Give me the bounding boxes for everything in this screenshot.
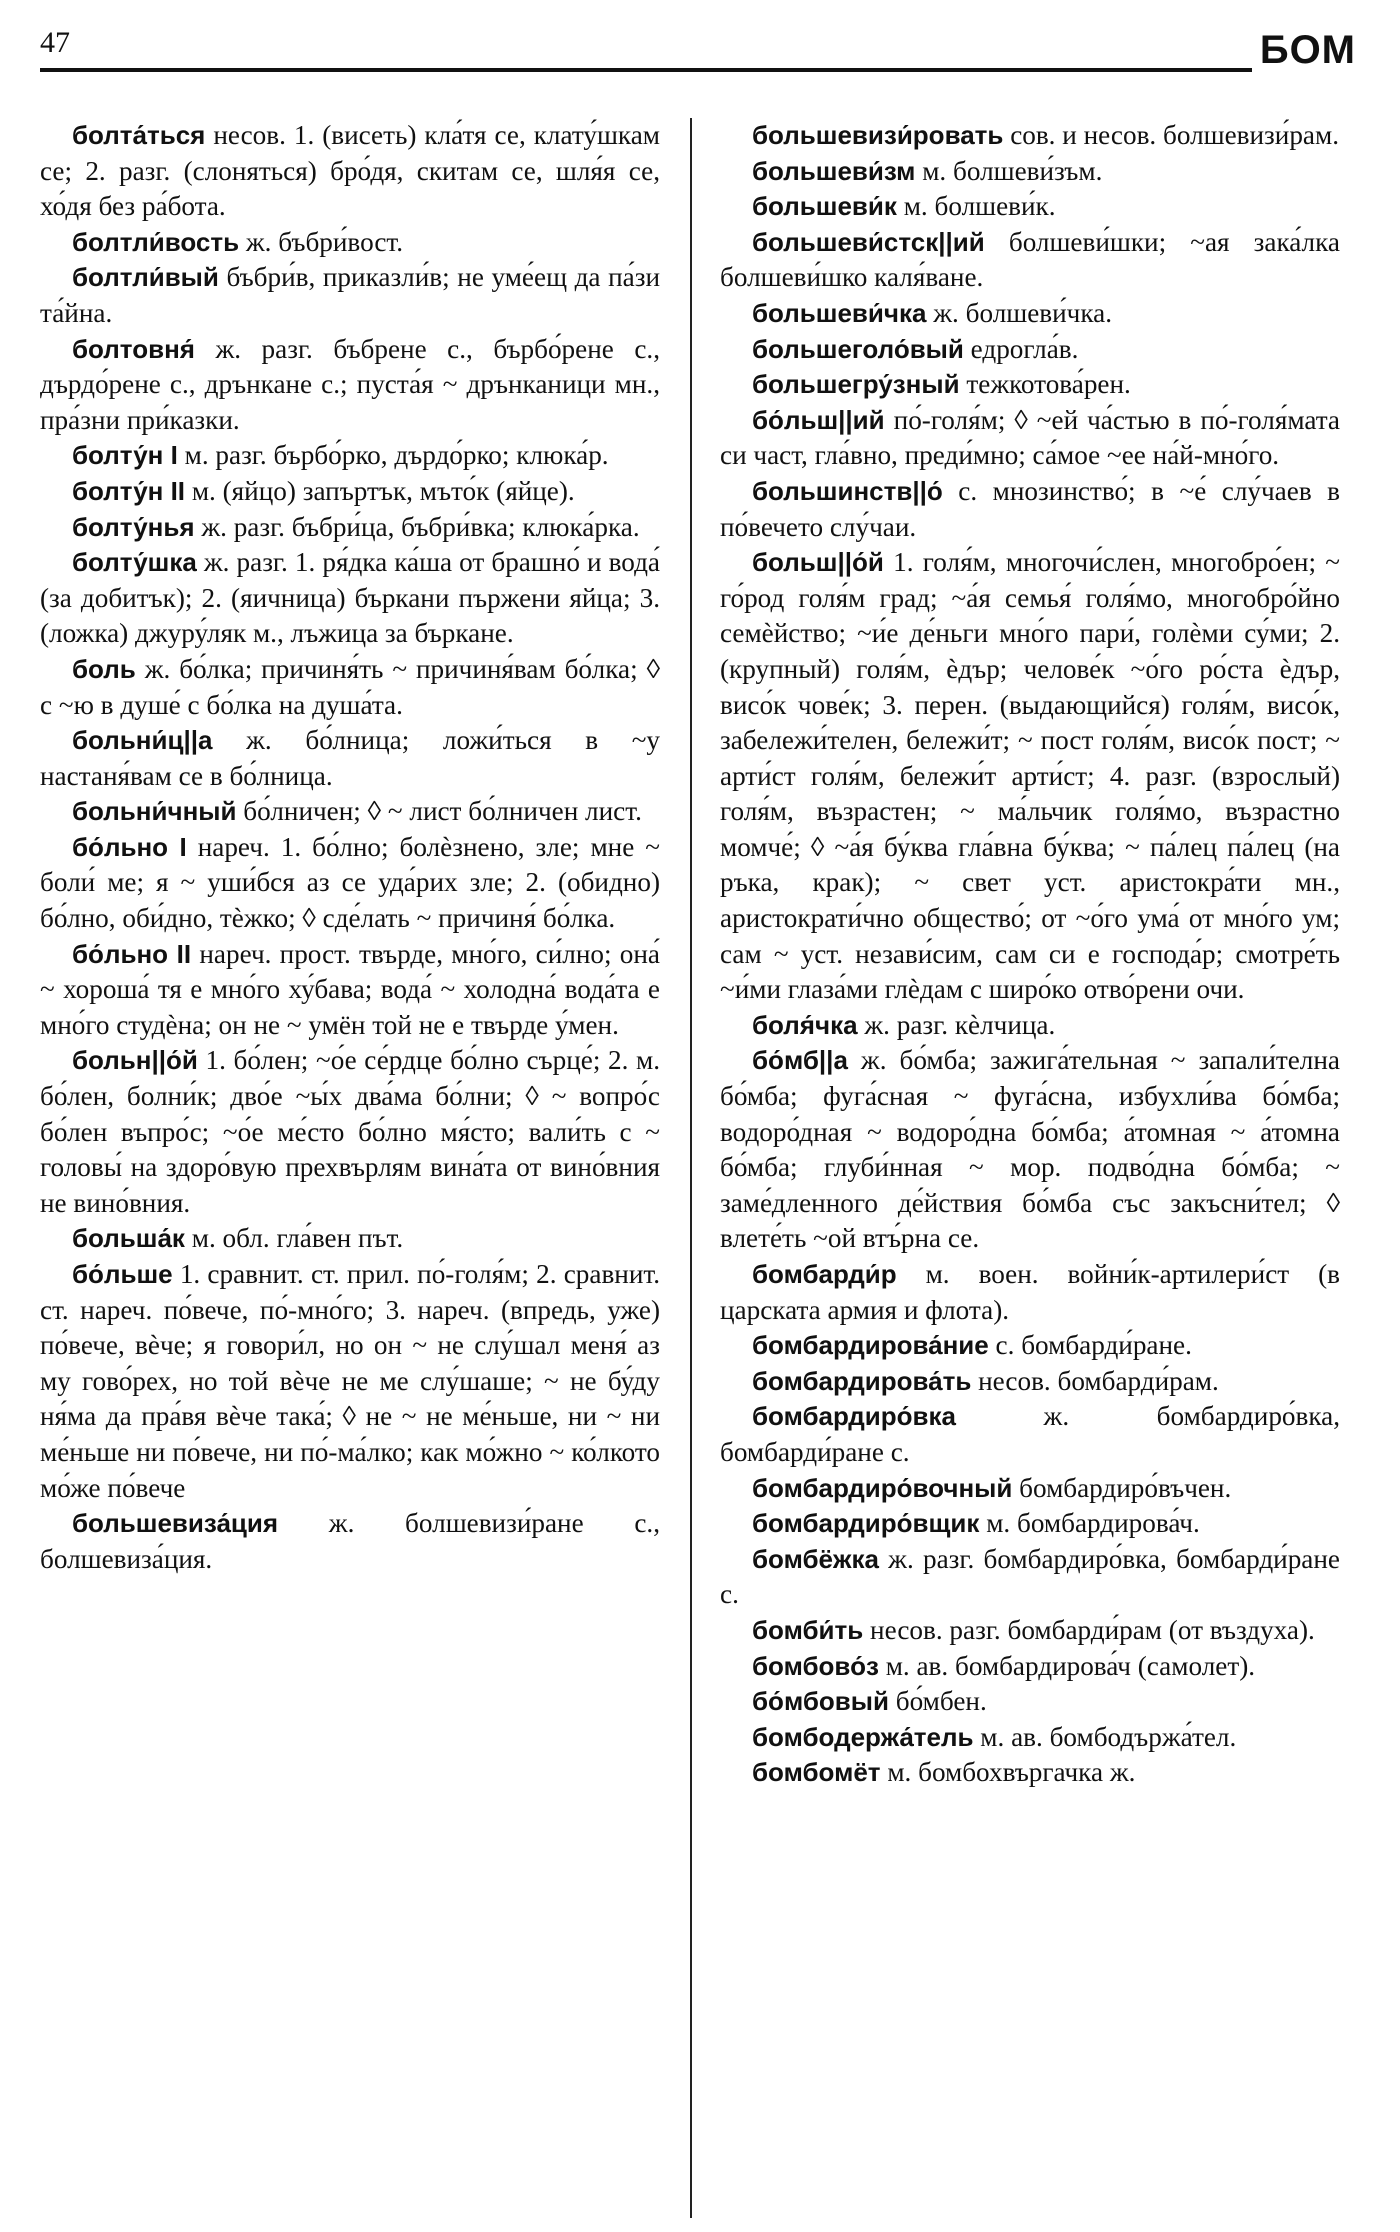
entry-headword: большинств||о́ <box>752 475 943 506</box>
dictionary-entry <box>720 1471 1340 1507</box>
entry-headword: бомбардиро́вка <box>752 1401 956 1432</box>
entry-headword: болтовня́ <box>72 333 195 364</box>
dictionary-entry <box>40 332 660 439</box>
dictionary-entry <box>40 118 660 225</box>
entry-headword: большеви́зм <box>752 155 916 186</box>
entry-definition: м. бомбардирова́ч. <box>986 1508 1200 1539</box>
entry-definition: бо́мбен. <box>895 1686 987 1717</box>
page-number: 47 <box>40 26 70 59</box>
entry-headword: больш||о́й <box>752 547 884 578</box>
entry-definition: бъбри́в, приказли́в; не уме́ещ да па́зи та́йна. <box>40 262 660 328</box>
entry-definition: едрогла́в. <box>970 333 1079 364</box>
entry-headword: бо́льш||ий <box>752 404 885 435</box>
dictionary-entry <box>40 1257 660 1506</box>
entry-headword: больша́к <box>72 1223 185 1254</box>
entry-headword: бомбомёт <box>752 1757 881 1788</box>
dictionary-entry <box>40 1221 660 1257</box>
entry-definition: бо́лничен; ◊ ~ лист бо́лничен лист. <box>243 796 642 827</box>
entry-headword: болту́н I <box>72 440 178 471</box>
dictionary-entry <box>720 1506 1340 1542</box>
dictionary-entry <box>720 1684 1340 1720</box>
entry-definition: бомбардиро́въчен. <box>1019 1472 1232 1503</box>
entry-headword: болту́н II <box>72 475 186 506</box>
dictionary-entry <box>720 1613 1340 1649</box>
entry-headword: болту́шка <box>72 547 197 578</box>
entry-headword: бомбардиро́вщик <box>752 1508 980 1539</box>
entry-definition: 1. сравнит. ст. прил. по́-голя́м; 2. сравнит. ст. нареч. по́вече, по́-мно́го; 3. нареч. (впредь, уже) по́вече, вѐче; я говори́л, но он ~ не слу́шал меня́ аз му гово́рех, но той вѐче не ме слу́шаше; ~ не бу́ду ня́ма да пра́вя вѐче така́; ◊ не ~ не ме́ньше, ни ~ ни ме́ньше ни по́вече, ни по́-ма́лко; как мо́жно ~ ко́лкото мо́же по́вече <box>40 1259 660 1503</box>
dictionary-entry <box>40 794 660 830</box>
dictionary-entry <box>40 1506 660 1577</box>
dictionary-entry <box>720 403 1340 474</box>
dictionary-entry <box>720 545 1340 1008</box>
dictionary-entry <box>40 225 660 261</box>
entry-headword: бомбово́з <box>752 1650 879 1681</box>
dictionary-entry <box>720 154 1340 190</box>
entry-headword: бомбардиро́вочный <box>752 1472 1013 1503</box>
entry-definition: с. бомбарди́ране. <box>995 1330 1192 1361</box>
entry-definition: ж. разг. бъбри́ца, бъбри́вка; клюка́рка. <box>201 511 640 542</box>
dictionary-entry <box>40 830 660 937</box>
entry-definition: ж. разг. 1. ря́дка ка́ша от брашно́ и вода́ (за добитък); 2. (яичница) бъркани пържени яйца; 3. (ложка) джуру́ляк м., лъжица за бъркане. <box>40 547 660 649</box>
entry-definition: болшеви́шки; ~ая зака́лка болшеви́шко каля́ване. <box>720 226 1340 293</box>
dictionary-entry <box>720 367 1340 403</box>
running-head <box>40 26 1356 76</box>
dictionary-entry <box>720 189 1340 225</box>
entry-definition: ж. болшеви́чка. <box>933 297 1113 328</box>
entry-definition: несов. 1. (висеть) кла́тя се, клату́шкам се; 2. разг. (слоняться) бро́дя, скитам се, шля́я се, хо́дя без ра́бота. <box>40 120 660 222</box>
entry-headword: бомбёжка <box>752 1543 879 1574</box>
dictionary-entry <box>40 652 660 723</box>
entry-headword: больни́ц||а <box>72 725 213 756</box>
entry-headword: болтли́вость <box>72 226 240 257</box>
entry-headword: бо́мбовый <box>752 1686 889 1717</box>
entry-headword: боль <box>72 653 136 684</box>
dictionary-entry <box>720 1257 1340 1328</box>
dictionary-entry <box>720 118 1340 154</box>
entry-headword: бо́льно I <box>72 831 187 862</box>
entry-definition: м. ав. бомбардирова́ч (самолет). <box>885 1650 1256 1681</box>
dictionary-entry <box>720 1720 1340 1756</box>
dictionary-entry <box>40 260 660 331</box>
entry-definition: ж. разг. кѐлчица. <box>864 1009 1056 1040</box>
entry-headword: бомбодержа́тель <box>752 1721 974 1752</box>
entry-definition: с. мнозинство́; в ~е́ слу́чаев в по́вечето слу́чаи. <box>720 475 1340 542</box>
entry-headword: больн||о́й <box>72 1045 198 1076</box>
entry-definition: по́-голя́м; ◊ ~ей ча́стью в по́-голя́мата си част, гла́вно, преди́мно; са́мое ~ее на́й-мно́го. <box>720 404 1340 471</box>
dictionary-entry <box>720 1542 1340 1613</box>
dictionary-entry <box>720 474 1340 545</box>
entry-definition: ж. бо́лница; ложи́ться в ~у настаня́вам се в бо́лница. <box>40 725 660 791</box>
entry-definition: м. (яйцо) запъртък, мъто́к (яйце). <box>191 475 575 506</box>
entry-definition: м. ав. бомбодържа́тел. <box>980 1721 1237 1752</box>
dictionary-entry <box>720 296 1340 332</box>
entry-definition: м. обл. гла́вен път. <box>191 1223 404 1254</box>
dictionary-entry <box>720 1649 1340 1685</box>
entry-headword: бомбарди́р <box>752 1259 897 1289</box>
entry-definition: 1. бо́лен; ~о́е се́рдце бо́лно сърце́; 2. м. бо́лен, болни́к; дво́е ~ы́х два́ма бо́лни; ◊ ~ вопро́с бо́лен въпро́с; ~о́е ме́сто бо́лно мя́сто; вали́ть с ~ головы́ на здоро́вую прехвърлям вина́та от вино́вния не вино́вния. <box>40 1045 660 1218</box>
entry-definition: тежкотова́рен. <box>966 369 1131 400</box>
entry-headword: бо́льно II <box>72 938 192 969</box>
entry-definition: ж. разг. бъбрене с., бърбо́рене с., дърдо́рене с., дрънкане с.; пуста́я ~ дрънканици мн., пра́зни при́казки. <box>40 333 660 435</box>
entry-headword: бо́льше <box>72 1259 173 1289</box>
entry-headword: боля́чка <box>752 1009 858 1040</box>
dictionary-entry <box>720 1755 1340 1791</box>
entry-headword: большегру́зный <box>752 369 960 400</box>
entry-definition: ж. бомбардиро́вка, бомбарди́ране с. <box>720 1401 1340 1467</box>
entry-headword: больни́чный <box>72 796 237 827</box>
entry-definition: м. воен. войни́к-артилери́ст (в царската армия и флота). <box>720 1259 1340 1325</box>
dictionary-entry <box>720 1008 1340 1044</box>
header-rule <box>40 68 1252 72</box>
guide-word: БОМ <box>1259 28 1356 72</box>
entry-headword: большеви́стск||ий <box>752 226 985 257</box>
dictionary-entry <box>720 225 1340 296</box>
entry-definition: ж. бо́мба; зажига́тельная ~ запали́телна бо́мба; фуга́сная ~ фуга́сна, избухли́ва бо́мба; водоро́дная ~ водоро́дна бо́мба; а́томная ~ а́томна бо́мба; глуби́нная ~ мор. подво́дна бо́мба; ~ заме́дленного де́йствия бо́мба със закъсни́тел; ◊ влете́ть ~ой втъ́рна се. <box>720 1045 1340 1254</box>
entry-definition: несов. бомбарди́рам. <box>978 1365 1219 1396</box>
entry-definition: нареч. прост. твърде, мно́го, си́лно; она́ ~ хороша́ тя е мно́го ху́бава; вода́ ~ холодна́ вода́та е мно́го студѐна; он не ~ умён той не е твърде у́мен. <box>40 938 660 1040</box>
entry-definition: ж. разг. бомбардиро́вка, бомбарди́ране с. <box>720 1543 1340 1610</box>
entry-headword: болтли́вый <box>72 262 219 293</box>
entry-headword: большеголо́вый <box>752 333 964 364</box>
entry-headword: большевизи́ровать <box>752 120 1004 150</box>
entry-headword: болту́нья <box>72 511 195 542</box>
entry-headword: большеви́чка <box>752 297 927 328</box>
left-column <box>40 118 660 2218</box>
entry-definition: м. бомбохвъргачка ж. <box>887 1757 1136 1788</box>
dictionary-entry <box>40 723 660 794</box>
right-column <box>720 118 1340 2218</box>
entry-headword: большеви́к <box>752 191 897 222</box>
column-divider <box>690 118 692 2218</box>
entry-headword: болта́ться <box>72 120 206 150</box>
entry-definition: м. разг. бърбо́рко, дърдо́рко; клюка́р. <box>184 440 609 471</box>
dictionary-entry <box>720 332 1340 368</box>
entry-definition: сов. и несов. болшевизи́рам. <box>1010 120 1339 150</box>
entry-headword: большевиза́ция <box>72 1508 279 1539</box>
dictionary-entry <box>40 1043 660 1221</box>
dictionary-entry <box>40 474 660 510</box>
dictionary-entry <box>720 1364 1340 1400</box>
entry-definition: ж. болшевизи́ране с., болшевиза́ция. <box>40 1508 660 1574</box>
entry-definition: нареч. 1. бо́лно; болѐзнено, зле; мне ~ боли́ ме; я ~ уши́бся аз се уда́рих зле; 2. (обидно) бо́лно, оби́дно, тѐжко; ◊ сде́лать ~ причиня́ бо́лка. <box>40 831 660 934</box>
dictionary-entry <box>40 510 660 546</box>
dictionary-entry <box>40 438 660 474</box>
dictionary-entry <box>40 545 660 652</box>
entry-definition: м. болшеви́к. <box>903 191 1056 222</box>
entry-headword: бомбардирова́ть <box>752 1365 972 1396</box>
dictionary-entry <box>720 1043 1340 1257</box>
entry-headword: бомбардирова́ние <box>752 1330 989 1361</box>
entry-definition: м. болшеви́зъм. <box>922 155 1103 186</box>
entry-headword: бомби́ть <box>752 1614 864 1645</box>
dictionary-entry <box>40 937 660 1044</box>
dictionary-entry <box>720 1328 1340 1364</box>
dictionary-entry <box>720 1399 1340 1470</box>
entry-definition: ж. бо́лка; причиня́ть ~ причиня́вам бо́лка; ◊ с ~ю в душе́ с бо́лка на душа́та. <box>40 653 660 720</box>
entry-headword: бо́мб||а <box>752 1045 848 1076</box>
entry-definition: ж. бъбри́вост. <box>245 226 404 257</box>
entry-definition: несов. разг. бомбарди́рам (от въздуха). <box>870 1614 1315 1645</box>
entry-definition: 1. голя́м, многочи́слен, многобро́ен; ~ го́род голя́м град; ~а́я семья́ голя́мо, многобро́йно семѐйство; ~и́е де́ньги мно́го пари́, голѐми су́ми; 2. (крупный) голя́м, ѐдър; челове́к ~о́го ро́ста ѐдър, висо́к чове́к; 3. перен. (выдающийся) голя́м, висо́к, забележи́телен, бележи́т; ~ пост голя́м, висо́к пост; ~ арти́ст голя́м, бележи́т арти́ст; 4. разг. (взрослый) голя́м, възрастен; ~ ма́льчик голя́мо, възрастно момче́; ◊ ~а́я бу́ква гла́вна бу́ква; ~ па́лец па́лец (на ръка, крак); ~ свет уст. аристокра́ти мн., аристократи́чно общество́; от ~о́го ума́ от мно́го ум; сам ~ уст. незави́сим, сам си е господа́р; смотре́ть ~и́ми глаза́ми глѐдам с широ́ко отво́рени очи. <box>720 547 1340 1005</box>
